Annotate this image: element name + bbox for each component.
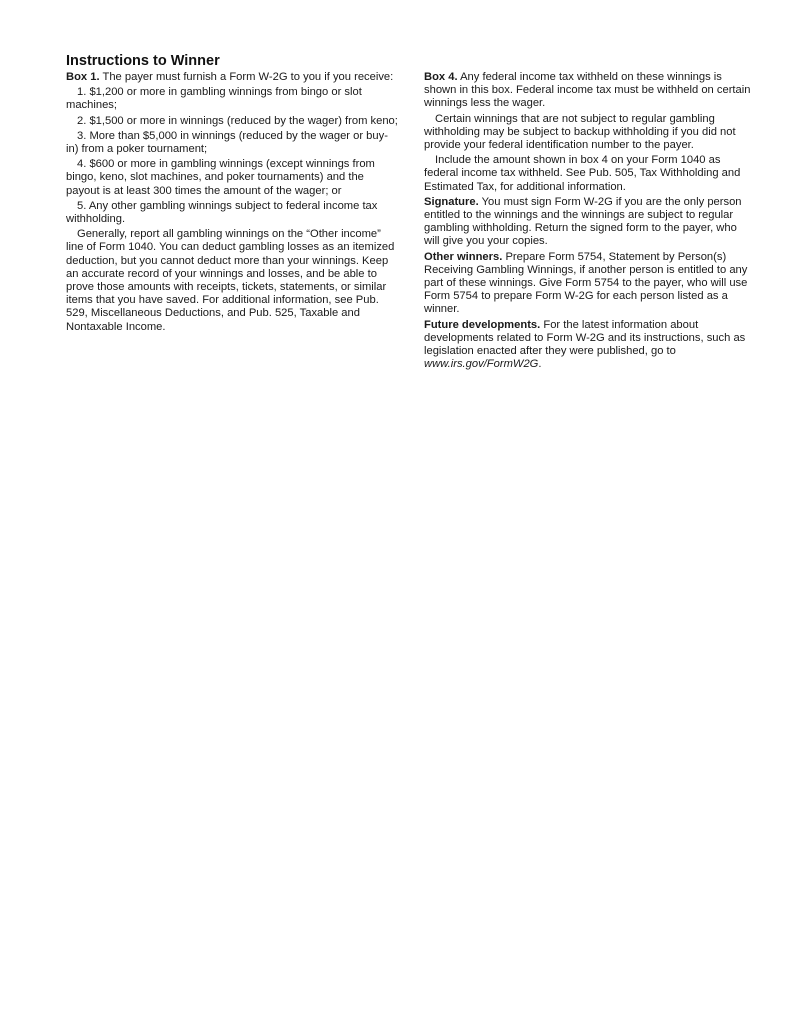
signature-text: You must sign Form W-2G if you are the only person entitled to the winnings and the winnings are subject to regular gambling withholding. Return the signed form to the payer, who will give you your copies. bbox=[424, 195, 742, 248]
generally-paragraph: Generally, report all gambling winnings on the “Other income” line of Form 1040. You can deduct gambling losses as an itemized deduction, but you cannot deduct more than your winnings. Keep an accurate record of your winnings and losses, and be able to prove those amounts with receipts, tickets, statements, or similar items that you have saved. For additional information, see Pub. 529, Miscellaneous Deductions, and Pub. 525, Taxable and Nontaxable Income. bbox=[66, 228, 395, 333]
box4-lead: Box 4. bbox=[424, 71, 458, 83]
signature-lead: Signature. bbox=[424, 195, 479, 208]
signature-paragraph bbox=[424, 196, 754, 249]
left-column bbox=[66, 71, 398, 338]
future-developments-text: For the latest information about developments related to Form W-2G and its instructions, such as legislation enacted after they were published, go to bbox=[424, 318, 746, 358]
future-developments-end: . bbox=[538, 358, 542, 371]
right-column bbox=[424, 71, 754, 373]
page-title: Instructions to Winner bbox=[66, 53, 220, 69]
box1-text: The payer must furnish a Form W-2G to you if you receive: bbox=[99, 71, 394, 83]
future-developments-lead: Future developments. bbox=[424, 318, 541, 331]
include-paragraph: Include the amount shown in box 4 on your Form 1040 as federal income tax withheld. See Pub. 505, Tax Withholding and Estimated Tax, for additional information. bbox=[424, 154, 741, 193]
other-winners-text: Prepare Form 5754, Statement by Person(s) Receiving Gambling Winnings, if another person is entitled to any part of these winnings. Give Form 5754 to the payer, who will use Form 5754 to prepare Form W-2G for each person listed as a winner. bbox=[424, 250, 748, 316]
box4-paragraph bbox=[424, 71, 754, 111]
backup-withholding-paragraph: Certain winnings that are not subject to regular gambling withholding may be subject to backup withholding if you did not provide your federal identification number to the payer. bbox=[424, 112, 736, 152]
list-item: 5. Any other gambling winnings subject to federal income tax withholding. bbox=[66, 199, 378, 226]
other-winners-paragraph bbox=[424, 251, 754, 317]
list-item: 1. $1,200 or more in gambling winnings from bingo or slot machines; bbox=[66, 86, 362, 112]
list-item: 3. More than $5,000 in winnings (reduced by the wager or buy-in) from a poker tournament; bbox=[66, 129, 388, 156]
future-developments-paragraph bbox=[424, 319, 754, 372]
list-item: 2. $1,500 or more in winnings (reduced by the wager) from keno; bbox=[77, 114, 398, 127]
box4-text: Any federal income tax withheld on these winnings is shown in this box. Federal income tax must be withheld on certain winnings less the wager. bbox=[424, 71, 751, 110]
irs-link[interactable]: www.irs.gov/FormW2G bbox=[424, 358, 539, 371]
box1-lead: Box 1. bbox=[66, 71, 100, 83]
other-winners-lead: Other winners. bbox=[424, 250, 503, 263]
box1-paragraph bbox=[66, 71, 398, 84]
list-item: 4. $600 or more in gambling winnings (except winnings from bingo, keno, slot machines, and poker tournaments) and the payout is at least 300 times the amount of the wager; or bbox=[66, 158, 375, 197]
